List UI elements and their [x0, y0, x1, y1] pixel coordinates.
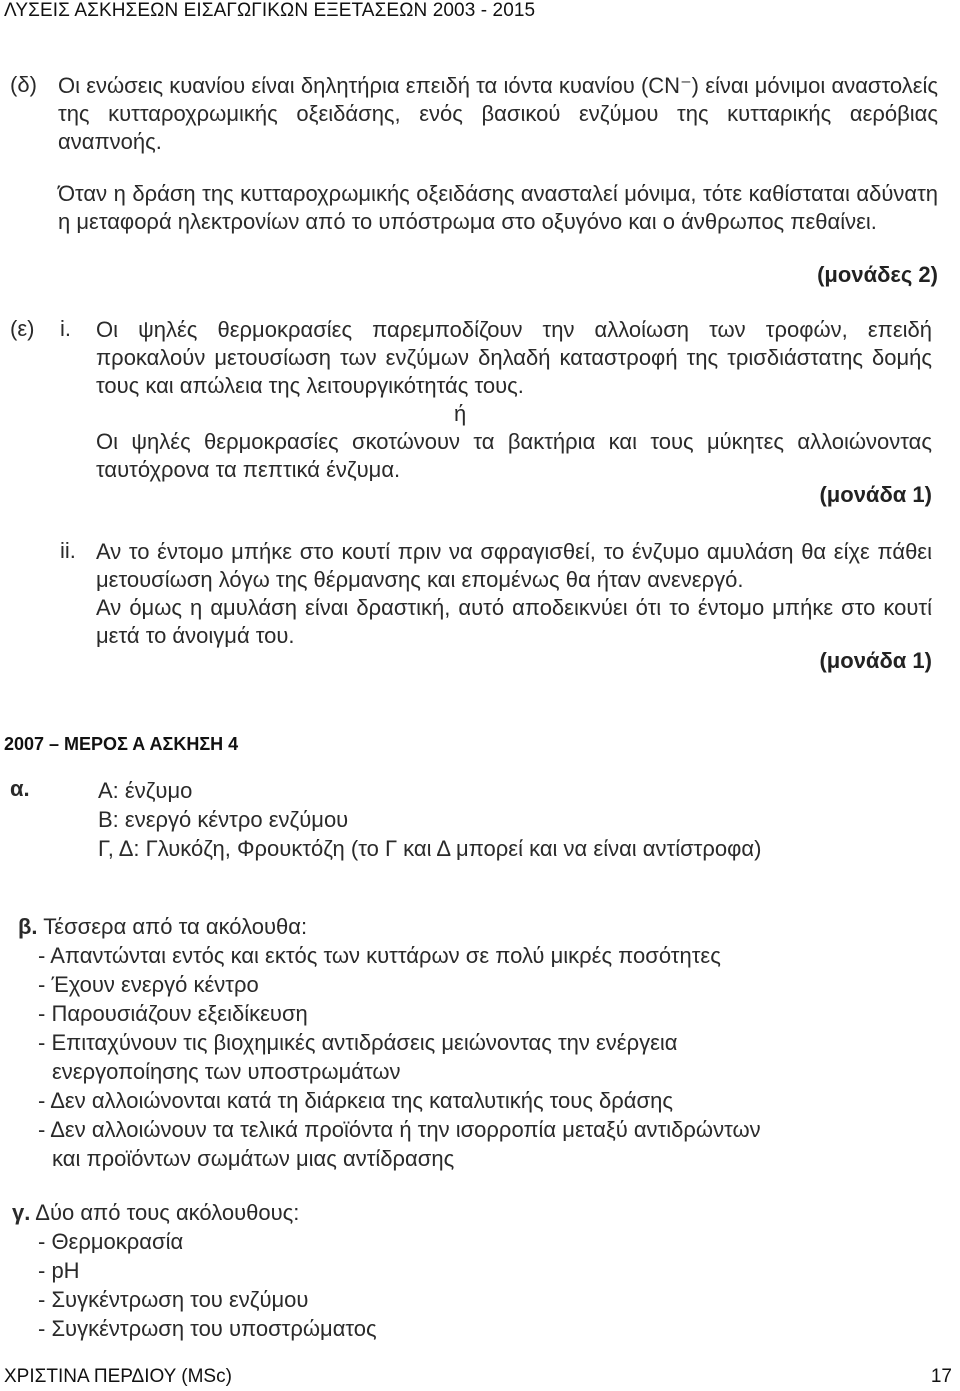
part-d-paragraph-1: Οι ενώσεις κυανίου είναι δηλητήρια επειδή τα ιόντα κυανίου (CN⁻) είναι μόνιμοι αναστολείς της κυτταροχρωμικής οξειδάσης, ενός βασικού ενζύμου της κυτταρικής αερόβιας αναπνοής. — [58, 73, 938, 154]
part-a-line: Γ, Δ: Γλυκόζη, Φρουκτόζη (το Γ και Δ μπορεί και να είναι αντίστροφα) — [98, 836, 762, 861]
part-b-item: - Δεν αλλοιώνονται κατά τη διάρκεια της καταλυτικής τους δράσης — [38, 1088, 673, 1113]
part-c-intro: Δύο από τους ακόλουθους: — [35, 1200, 300, 1225]
part-e-ii-marks: (μονάδα 1) — [819, 648, 932, 673]
part-b-item: - Επιταχύνουν τις βιοχημικές αντιδράσεις μειώνοντας την ενέργεια — [38, 1030, 678, 1055]
part-b-item-continuation: ενεργοποίησης των υποστρωμάτων — [52, 1059, 401, 1084]
part-b-item: - Δεν αλλοιώνουν τα τελικά προϊόντα ή την ισορροπία μεταξύ αντιδρώντων — [38, 1117, 761, 1142]
part-e-i-paragraph-1: Οι ψηλές θερμοκρασίες παρεμποδίζουν την αλλοίωση των τροφών, επειδή προκαλούν μετουσίωση των ενζύμων δηλαδή καταστροφή της τρισδιάστατης δομής τους και απώλεια της λειτουργικότητάς τους. — [96, 317, 932, 398]
part-a-line: Β: ενεργό κέντρο ενζύμου — [98, 807, 349, 832]
footer-author: ΧΡΙΣΤΙΝΑ ΠΕΡΔΙΟΥ (MSc) — [4, 1366, 232, 1387]
part-d-label: (δ) — [10, 72, 37, 97]
part-e-label: (ε) — [10, 316, 35, 341]
page-header-title: ΛΥΣΕΙΣ ΑΣΚΗΣΕΩΝ ΕΙΣΑΓΩΓΙΚΩΝ ΕΞΕΤΑΣΕΩΝ 2003 - 2015 — [4, 0, 536, 21]
part-e-ii-label: ii. — [60, 538, 76, 563]
part-c-item: - Συγκέντρωση του υποστρώματος — [38, 1316, 377, 1341]
part-b-intro: Τέσσερα από τα ακόλουθα: — [43, 914, 308, 939]
part-e-i-paragraph-2: Οι ψηλές θερμοκρασίες σκοτώνουν τα βακτήρια και τους μύκητες αλλοιώνοντας ταυτόχρονα τα πεπτικά ένζυμα. — [96, 429, 932, 482]
part-c-item: - Συγκέντρωση του ενζύμου — [38, 1287, 309, 1312]
part-b-block — [18, 912, 761, 1173]
part-c-item: - Θερμοκρασία — [38, 1229, 184, 1254]
part-e-ii-paragraph-2: Αν όμως η αμυλάση είναι δραστική, αυτό αποδεικνύει ότι το έντομο μπήκε στο κουτί μετά το άνοιγμά του. — [96, 595, 932, 648]
part-a-label: α. — [10, 776, 30, 801]
part-d-paragraph-2: Όταν η δράση της κυτταροχρωμικής οξειδάσης ανασταλεί μόνιμα, τότε καθίσταται αδύνατη η μεταφορά ηλεκτρονίων από το υπόστρωμα στο οξυγόνο και ο άνθρωπος πεθαίνει. — [58, 181, 938, 234]
part-b-item: - Παρουσιάζουν εξειδίκευση — [38, 1001, 308, 1026]
part-d-marks: (μονάδες 2) — [817, 262, 938, 287]
part-c-label: γ. — [12, 1200, 31, 1225]
part-c-block — [12, 1198, 377, 1343]
part-a-list — [98, 776, 761, 863]
part-b-item: - Έχουν ενεργό κέντρο — [38, 972, 259, 997]
part-b-item: - Απαντώνται εντός και εκτός των κυττάρων σε πολύ μικρές ποσότητες — [38, 943, 721, 968]
part-a-line: Α: ένζυμο — [98, 778, 193, 803]
part-e-ii-paragraph-1: Αν το έντομο μπήκε στο κουτί πριν να σφραγισθεί, το ένζυμο αμυλάση θα είχε πάθει μετουσίωση λόγω της θέρμανσης και επομένως θα ήταν ανενεργό. — [96, 539, 932, 592]
part-b-label: β. — [18, 914, 38, 939]
section-title: 2007 – ΜΕΡΟΣ Α ΑΣΚΗΣΗ 4 — [4, 734, 239, 754]
part-b-item-continuation: και προϊόντων σωμάτων μιας αντίδρασης — [52, 1146, 455, 1171]
part-e-i-marks: (μονάδα 1) — [819, 482, 932, 507]
part-c-item: - pH — [38, 1258, 80, 1283]
part-e-i-label: i. — [60, 316, 71, 341]
part-e-i-or: ή — [454, 401, 467, 426]
page-number: 17 — [930, 1366, 952, 1387]
